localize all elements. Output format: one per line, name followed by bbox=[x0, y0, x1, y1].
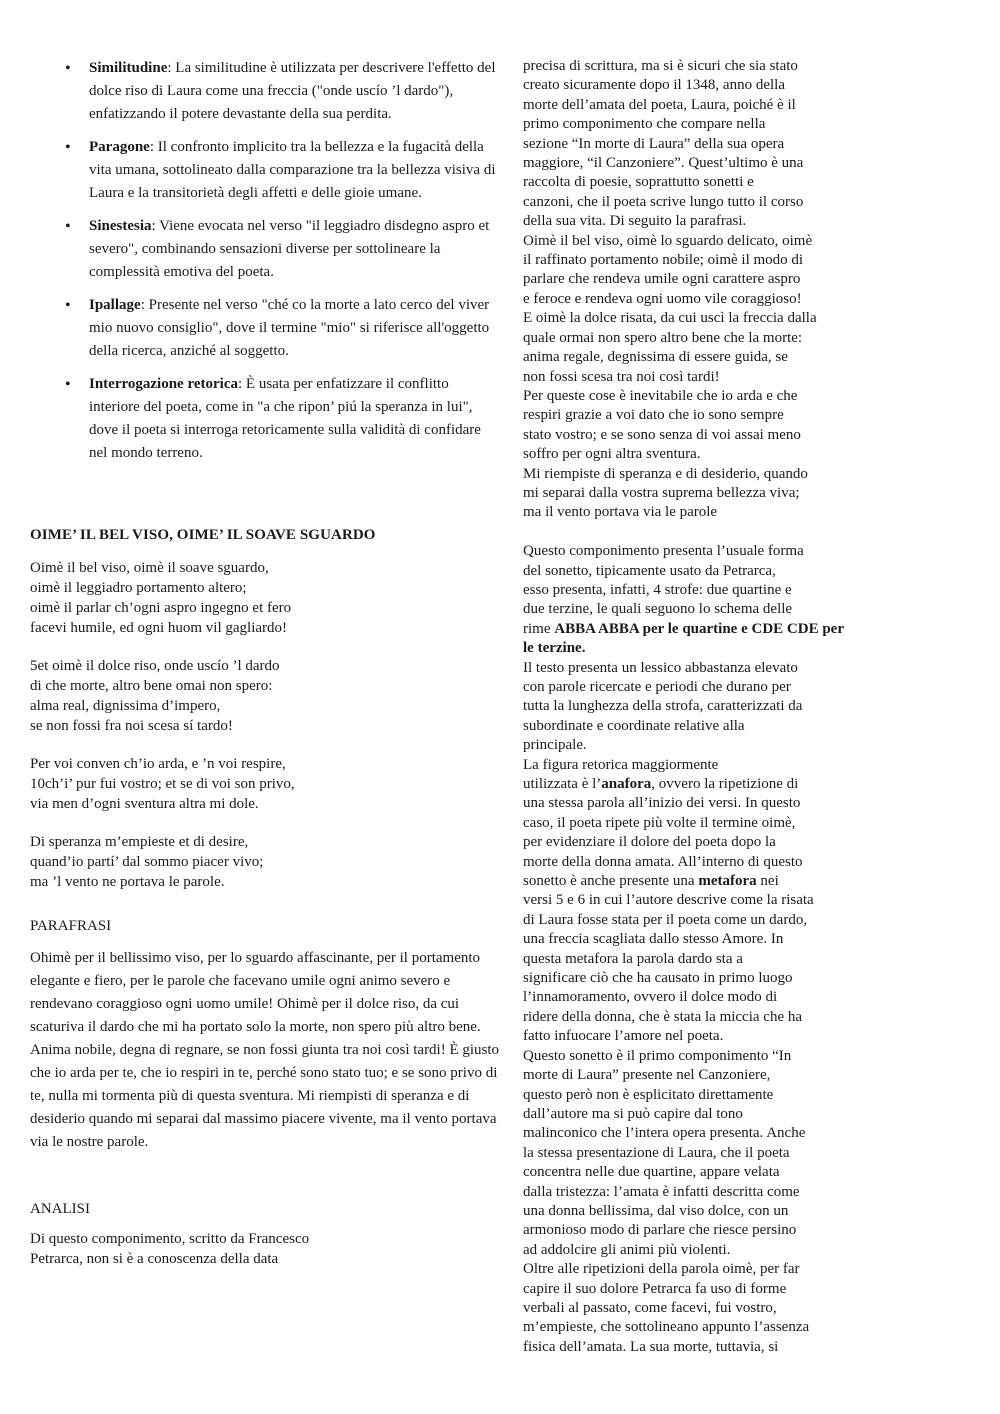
text-span: soffro per ogni altra sventura. bbox=[523, 446, 701, 463]
text-span: del sonetto, tipicamente usato da Petrarca, bbox=[523, 562, 776, 579]
text-line bbox=[523, 1124, 893, 1143]
text-span: versi 5 e 6 in cui l’autore descrive come la risata bbox=[523, 892, 814, 909]
text-span: ad addolcire gli animi più violenti. bbox=[523, 1241, 731, 1258]
bullet-icon: • bbox=[65, 297, 71, 314]
text-line bbox=[523, 775, 893, 794]
text-line bbox=[523, 1338, 893, 1357]
poem-stanza bbox=[30, 754, 500, 814]
text-line bbox=[523, 1027, 893, 1046]
text-line bbox=[523, 251, 893, 270]
text-line bbox=[523, 1280, 893, 1299]
text-span: verbali al passato, come facevi, fui vostro, bbox=[523, 1299, 777, 1316]
text-span: raccolta di poesie, soprattutto sonetti e bbox=[523, 174, 754, 191]
analisi-intro bbox=[30, 1230, 500, 1269]
poem-verse: di che morte, altro bene omai non spero: bbox=[30, 678, 273, 694]
text-span: di Laura fosse stata per il poeta come un dardo, bbox=[523, 911, 808, 928]
poem-stanza bbox=[30, 558, 500, 638]
text-span: anima regale, degnissima di essere guida, se bbox=[523, 349, 788, 366]
text-span: m’empieste, che sottolineano appunto l’assenza bbox=[523, 1319, 810, 1336]
poem-verse: Per voi conven ch’io arda, e ’n voi respire, bbox=[30, 756, 286, 772]
list-item bbox=[65, 373, 500, 465]
text-span: una stessa parola all’inizio dei versi. In questo bbox=[523, 795, 801, 812]
text-line bbox=[523, 1047, 893, 1066]
bold-text: anafora bbox=[601, 776, 652, 793]
text-line bbox=[523, 1241, 893, 1260]
text-span: dalla tristezza: l’amata è infatti descritta come bbox=[523, 1183, 800, 1200]
text-line bbox=[523, 1299, 893, 1318]
text-span: Il testo presenta un lessico abbastanza elevato bbox=[523, 659, 798, 676]
analisi-line: Petrarca, non si è a conoscenza della data bbox=[30, 1250, 279, 1267]
text-span: La figura retorica maggiormente bbox=[523, 756, 719, 773]
text-span: Mi riempiste di speranza e di desiderio, quando bbox=[523, 465, 808, 482]
text-span: armonioso modo di parlare che riesce persino bbox=[523, 1222, 797, 1239]
text-span: l’innamoramento, ovvero il dolce modo di bbox=[523, 989, 778, 1006]
text-line bbox=[523, 1163, 893, 1182]
figure-term: Sinestesia bbox=[89, 218, 152, 234]
text-line bbox=[523, 1105, 893, 1124]
text-span: E oimè la dolce risata, da cui uscì la freccia dalla bbox=[523, 310, 817, 327]
text-line bbox=[523, 1260, 893, 1279]
text-line bbox=[523, 697, 893, 716]
text-span: parlare che rendeva umile ogni carattere aspro bbox=[523, 271, 801, 288]
text-span: rime bbox=[523, 620, 555, 637]
text-span: fatto infuocare l’amore nel poeta. bbox=[523, 1028, 724, 1045]
poem-stanza bbox=[30, 832, 500, 892]
left-column bbox=[30, 57, 500, 1269]
text-span: primo componimento che compare nella bbox=[523, 116, 766, 133]
text-span: morte dell’amata del poeta, Laura, poiché è il bbox=[523, 96, 796, 113]
text-span: quale ormai non spero altro bene che la morte: bbox=[523, 329, 803, 346]
text-span: dall’autore ma si può capire dal tono bbox=[523, 1105, 743, 1122]
text-line bbox=[523, 503, 893, 522]
text-line bbox=[523, 173, 893, 192]
text-line bbox=[523, 717, 893, 736]
text-span: Per queste cose è inevitabile che io arda e che bbox=[523, 387, 798, 404]
poem-verse: facevi humile, ed ogni huom vil gagliardo! bbox=[30, 620, 288, 636]
text-line bbox=[523, 115, 893, 134]
poem-verse: Oimè il bel viso, oimè il soave sguardo, bbox=[30, 560, 269, 576]
text-span: della sua vita. Di seguito la parafrasi. bbox=[523, 213, 747, 230]
poem-stanza bbox=[30, 656, 500, 736]
text-span: Oltre alle ripetizioni della parola oimè, per far bbox=[523, 1261, 800, 1278]
text-line bbox=[523, 212, 893, 231]
bold-text: ABBA ABBA per le quartine e CDE CDE per bbox=[554, 620, 844, 637]
text-line bbox=[523, 639, 893, 658]
text-line bbox=[523, 465, 893, 484]
text-span: e feroce e rendeva ogni uomo vile coraggioso! bbox=[523, 290, 802, 307]
text-span: tutta la lunghezza della strofa, caratterizzati da bbox=[523, 698, 803, 715]
text-span: una donna bellissima, dal viso dolce, con un bbox=[523, 1202, 789, 1219]
text-span: malinconico che l’intera opera presenta. Anche bbox=[523, 1125, 806, 1142]
text-span: nei bbox=[756, 873, 779, 890]
right-column bbox=[523, 57, 893, 1357]
text-span: respiri grazie a voi dato che io sono sempre bbox=[523, 407, 784, 424]
text-span: stato vostro; e se sono senza di voi assai meno bbox=[523, 426, 801, 443]
text-line bbox=[523, 1318, 893, 1337]
poem-verse: alma real, dignissima d’impero, bbox=[30, 698, 221, 714]
text-span: Questo sonetto è il primo componimento “In bbox=[523, 1047, 792, 1064]
text-span: Oimè il bel viso, oimè lo sguardo delicato, oimè bbox=[523, 232, 813, 249]
text-line bbox=[523, 290, 893, 309]
figure-description: : Presente nel verso "ché co la morte a lato cerco del viver mio nuovo consiglio", dove il termine "mio" si riferisce all'oggetto della ricerca, anziché al soggetto. bbox=[89, 297, 490, 359]
list-item bbox=[65, 136, 500, 205]
text-span: una freccia scagliata dallo stesso Amore. In bbox=[523, 931, 784, 948]
text-line bbox=[523, 659, 893, 678]
bullet-icon: • bbox=[65, 376, 71, 393]
text-line bbox=[523, 891, 893, 910]
text-line bbox=[523, 270, 893, 289]
text-line bbox=[523, 406, 893, 425]
text-span: mi separai dalla vostra suprema bellezza viva; bbox=[523, 484, 800, 501]
text-line bbox=[523, 426, 893, 445]
text-line bbox=[523, 1144, 893, 1163]
list-item bbox=[65, 294, 500, 363]
text-span: con parole ricercate e periodi che durano per bbox=[523, 678, 791, 695]
text-span: non fossi scesa tra noi così tardi! bbox=[523, 368, 720, 385]
text-line bbox=[523, 562, 893, 581]
list-item bbox=[65, 215, 500, 284]
text-line bbox=[523, 756, 893, 775]
text-line bbox=[523, 814, 893, 833]
text-line bbox=[523, 833, 893, 852]
text-line bbox=[523, 368, 893, 387]
text-span: capire il suo dolore Petrarca fa uso di forme bbox=[523, 1280, 787, 1297]
figure-term: Similitudine bbox=[89, 60, 168, 76]
bullet-icon: • bbox=[65, 139, 71, 156]
figure-term: Paragone bbox=[89, 139, 150, 155]
figure-description: : La similitudine è utilizzata per descrivere l'effetto del dolce riso di Laura come una freccia ("onde uscío ’l dardo"), enfatizzando il potere devastante della sua perdita. bbox=[89, 60, 496, 122]
text-line bbox=[523, 581, 893, 600]
text-span: , ovvero la ripetizione di bbox=[651, 776, 799, 793]
text-line bbox=[523, 678, 893, 697]
list-item bbox=[65, 57, 500, 126]
bullet-icon: • bbox=[65, 218, 71, 235]
text-line bbox=[523, 872, 893, 891]
poem-verse: 10ch’i’ pur fui vostro; et se di voi son privo, bbox=[30, 776, 295, 792]
figure-term: Interrogazione retorica bbox=[89, 376, 238, 392]
text-line bbox=[523, 1086, 893, 1105]
text-span: sonetto è anche presente una bbox=[523, 873, 699, 890]
analisi-label: ANALISI bbox=[30, 1201, 90, 1217]
text-line bbox=[523, 193, 893, 212]
poem-title: OIME’ IL BEL VISO, OIME’ IL SOAVE SGUARDO bbox=[30, 527, 376, 543]
text-line bbox=[523, 620, 893, 639]
poem-verse: se non fossi fra noi scesa sí tardo! bbox=[30, 718, 233, 734]
text-span: ma il vento portava via le parole bbox=[523, 504, 718, 521]
text-span: ridere della donna, che è stata la miccia che ha bbox=[523, 1008, 803, 1025]
text-line bbox=[523, 600, 893, 619]
text-line bbox=[523, 1202, 893, 1221]
text-line bbox=[523, 930, 893, 949]
text-line bbox=[523, 232, 893, 251]
text-span: la stessa presentazione di Laura, che il poeta bbox=[523, 1144, 790, 1161]
text-line bbox=[523, 542, 893, 561]
text-line bbox=[523, 135, 893, 154]
bold-text: le terzine. bbox=[523, 640, 586, 657]
text-span: maggiore, “il Canzoniere”. Quest’ultimo è una bbox=[523, 155, 804, 172]
text-line bbox=[523, 484, 893, 503]
text-span: sezione “In morte di Laura” della sua opera bbox=[523, 135, 785, 152]
text-line bbox=[523, 76, 893, 95]
text-span: Questo componimento presenta l’usuale forma bbox=[523, 543, 804, 560]
poem-verse: Di speranza m’empieste et di desire, bbox=[30, 834, 249, 850]
text-span: due terzine, le quali seguono lo schema delle bbox=[523, 601, 793, 618]
text-span: subordinate e coordinate relative alla bbox=[523, 717, 745, 734]
text-line bbox=[523, 154, 893, 173]
text-span: questa metafora la parola dardo sta a bbox=[523, 950, 743, 967]
rhetorical-figures-list bbox=[30, 57, 500, 465]
text-span: concentra nelle due quartine, appare velata bbox=[523, 1164, 780, 1181]
text-line bbox=[523, 309, 893, 328]
text-span: morte della donna amata. All’interno di questo bbox=[523, 853, 803, 870]
poem-verse: ma ’l vento ne portava le parole. bbox=[30, 874, 225, 890]
text-line bbox=[523, 57, 893, 76]
text-span: precisa di scrittura, ma si è sicuri che sia stato bbox=[523, 58, 798, 74]
bold-text: metafora bbox=[698, 873, 757, 890]
figure-description: : Il confronto implicito tra la bellezza e la fugacità della vita umana, sottolineato dalla comparazione tra la bellezza visiva di Laura e la transitorietà degli affetti e delle gioie umane. bbox=[89, 139, 496, 201]
parafrasi-label: PARAFRASI bbox=[30, 918, 112, 934]
poem-verse: oimè il leggiadro portamento altero; bbox=[30, 580, 247, 596]
analisi-line: Di questo componimento, scritto da Francesco bbox=[30, 1231, 310, 1247]
text-span: il raffinato portamento nobile; oimè il modo di bbox=[523, 252, 804, 269]
text-line bbox=[523, 736, 893, 755]
bullet-icon: • bbox=[65, 60, 71, 77]
text-span: caso, il poeta ripete più volte il termine oimè, bbox=[523, 814, 796, 831]
figure-term: Ipallage bbox=[89, 297, 141, 313]
text-line bbox=[523, 96, 893, 115]
text-line bbox=[523, 1066, 893, 1085]
text-span: principale. bbox=[523, 737, 587, 754]
poem-verse: 5et oimè il dolce riso, onde uscío ’l dardo bbox=[30, 658, 280, 674]
text-span: esso presenta, infatti, 4 strofe: due quartine e bbox=[523, 581, 792, 598]
text-span: morte di Laura” presente nel Canzoniere, bbox=[523, 1067, 771, 1084]
text-line bbox=[523, 387, 893, 406]
text-line bbox=[523, 911, 893, 930]
figure-description: : È usata per enfatizzare il conflitto interiore del poeta, come in "a che ripon’ piú la speranza in lui", dove il poeta si interroga retoricamente sulla validità di confidare nel mondo terreno. bbox=[89, 376, 481, 461]
poem-verse: quand’io partí’ dal sommo piacer vivo; bbox=[30, 854, 264, 870]
text-span: creato sicuramente dopo il 1348, anno della bbox=[523, 77, 785, 94]
text-line bbox=[523, 988, 893, 1007]
poem-verse: oimè il parlar ch’ogni aspro ingegno et fero bbox=[30, 600, 292, 616]
text-line bbox=[523, 853, 893, 872]
parafrasi-text: Ohimè per il bellissimo viso, per lo sguardo affascinante, per il portamento elegante e fiero, per le parole che facevano umile ogni animo severo e rendevano coraggioso ogni uomo umile! Ohimè per il dolce riso, da cui scaturiva il dardo che mi ha portato solo la morte, non spero più altro bene. Anima nobile, degna di regnare, se non fossi giunta tra noi così tardi! È giusto che io arda per te, che io respiri in te, perché sono stato tuo; e se sono privo di te, nulla mi tormenta più di questa sventura. Mi riempisti di speranza e di desiderio quando mi separai dal massimo piacere vivente, ma il vento portava via le nostre parole. bbox=[30, 950, 500, 1150]
text-line bbox=[523, 969, 893, 988]
text-span: fisica dell’amata. La sua morte, tuttavia, si bbox=[523, 1338, 779, 1355]
text-line bbox=[523, 1183, 893, 1202]
text-span: significare ciò che ha causato in primo luogo bbox=[523, 970, 793, 987]
poem-verse: via men d’ogni sventura altra mi dole. bbox=[30, 796, 259, 812]
text-span: utilizzata è l’ bbox=[523, 776, 602, 793]
figure-description: : Viene evocata nel verso "il leggiadro disdegno aspro et severo", combinando sensazioni diverse per sottolineare la complessità emotiva del poeta. bbox=[89, 218, 490, 280]
text-line bbox=[523, 329, 893, 348]
text-line bbox=[523, 445, 893, 464]
text-line bbox=[523, 1008, 893, 1027]
text-span: questo però non è esplicitato direttamente bbox=[523, 1086, 774, 1103]
text-span: per evidenziare il dolore del poeta dopo la bbox=[523, 834, 776, 851]
text-line bbox=[523, 950, 893, 969]
text-line bbox=[523, 348, 893, 367]
blank-line bbox=[523, 523, 893, 542]
text-line bbox=[523, 794, 893, 813]
text-span: canzoni, che il poeta scrive lungo tutto il corso bbox=[523, 193, 804, 210]
poem-text bbox=[30, 558, 500, 892]
text-line bbox=[523, 1221, 893, 1240]
